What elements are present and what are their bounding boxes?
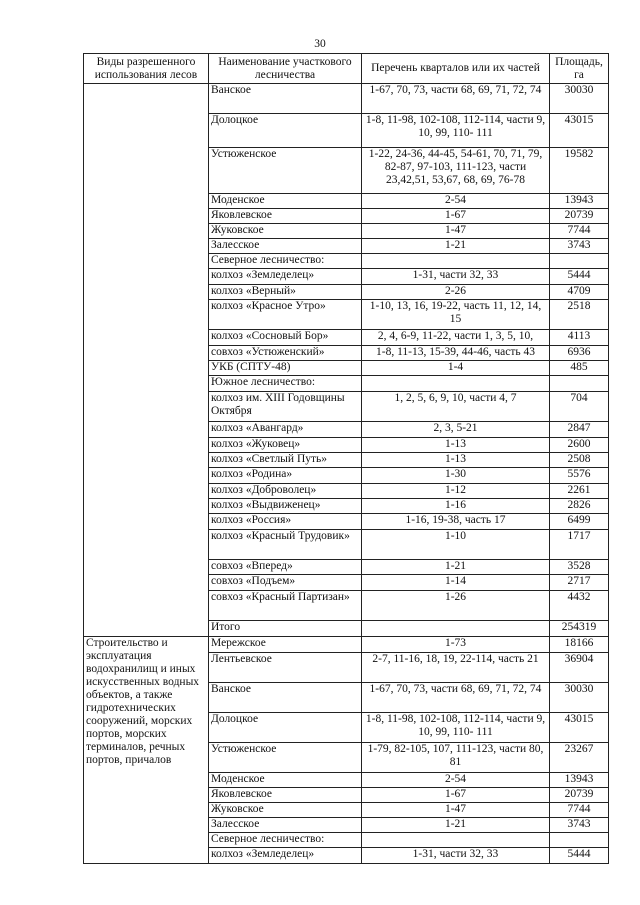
quarters-cell: 1-47 [362, 803, 550, 818]
district-cell: Моденское [209, 194, 362, 209]
district-cell: Яковлевское [209, 788, 362, 803]
quarters-cell: 2, 3, 5-21 [362, 422, 550, 438]
district-cell: колхоз «Доброволец» [209, 484, 362, 499]
area-cell: 43015 [550, 713, 609, 743]
area-cell: 19582 [550, 148, 609, 194]
area-cell: 2826 [550, 499, 609, 514]
area-cell: 30030 [550, 84, 609, 114]
area-cell: 704 [550, 392, 609, 422]
area-cell: 5444 [550, 269, 609, 285]
district-cell: Жуковское [209, 224, 362, 239]
district-cell: Залесское [209, 239, 362, 254]
area-cell: 13943 [550, 773, 609, 788]
district-cell: колхоз «Родина» [209, 468, 362, 484]
quarters-cell: 1-26 [362, 591, 550, 621]
quarters-cell: 1-31, части 32, 33 [362, 848, 550, 864]
district-cell: совхоз «Устюженский» [209, 346, 362, 361]
quarters-cell: 2-26 [362, 285, 550, 300]
quarters-cell: 1-22, 24-36, 44-45, 54-61, 70, 71, 79, 82-87, 97-103, 111-123, части 23,42,51, 53,67, 68, 69, 76-78 [362, 148, 550, 194]
area-cell: 2508 [550, 453, 609, 468]
district-cell: Ванское [209, 84, 362, 114]
quarters-cell [362, 833, 550, 848]
quarters-cell: 1-8, 11-13, 15-39, 44-46, часть 43 [362, 346, 550, 361]
quarters-cell: 2-54 [362, 773, 550, 788]
district-cell: колхоз «Авангард» [209, 422, 362, 438]
table-header-row [84, 54, 609, 84]
district-cell: колхоз «Россия» [209, 514, 362, 530]
forest-use-table [83, 53, 609, 864]
quarters-cell: 1-79, 82-105, 107, 111-123, части 80, 81 [362, 743, 550, 773]
quarters-cell: 1-67 [362, 209, 550, 224]
area-cell: 20739 [550, 209, 609, 224]
quarters-cell: 1-13 [362, 453, 550, 468]
quarters-cell: 1-16 [362, 499, 550, 514]
area-cell: 7744 [550, 224, 609, 239]
area-cell: 1717 [550, 530, 609, 560]
quarters-cell [362, 254, 550, 269]
district-cell: Жуковское [209, 803, 362, 818]
district-cell: Южное лесничество: [209, 376, 362, 392]
area-cell: 4432 [550, 591, 609, 621]
district-cell: совхоз «Красный Партизан» [209, 591, 362, 621]
area-cell: 485 [550, 361, 609, 376]
quarters-cell: 2, 4, 6-9, 11-22, части 1, 3, 5, 10, [362, 330, 550, 346]
quarters-cell [362, 376, 550, 392]
area-cell: 20739 [550, 788, 609, 803]
district-cell: Ванское [209, 683, 362, 713]
area-cell: 7744 [550, 803, 609, 818]
quarters-cell: 1-67 [362, 788, 550, 803]
quarters-cell: 1-4 [362, 361, 550, 376]
quarters-cell: 1-30 [362, 468, 550, 484]
district-cell: совхоз «Вперед» [209, 560, 362, 575]
quarters-cell: 1-12 [362, 484, 550, 499]
table-row [84, 637, 609, 653]
district-cell: колхоз «Красное Утро» [209, 300, 362, 330]
area-cell: 2600 [550, 438, 609, 453]
quarters-cell [362, 621, 550, 637]
quarters-cell: 1-10 [362, 530, 550, 560]
district-cell: колхоз «Земледелец» [209, 848, 362, 864]
district-cell: совхоз «Подъем» [209, 575, 362, 591]
area-cell: 5576 [550, 468, 609, 484]
area-cell: 4113 [550, 330, 609, 346]
district-cell: колхоз «Красный Трудовик» [209, 530, 362, 560]
district-cell: колхоз «Выдвиженец» [209, 499, 362, 514]
district-cell: колхоз «Земледелец» [209, 269, 362, 285]
quarters-cell: 1-73 [362, 637, 550, 653]
area-cell: 254319 [550, 621, 609, 637]
area-cell: 13943 [550, 194, 609, 209]
quarters-cell: 1-13 [362, 438, 550, 453]
quarters-cell: 1-67, 70, 73, части 68, 69, 71, 72, 74 [362, 84, 550, 114]
district-cell: колхоз «Светлый Путь» [209, 453, 362, 468]
area-cell: 2261 [550, 484, 609, 499]
area-cell [550, 254, 609, 269]
quarters-cell: 1, 2, 5, 6, 9, 10, части 4, 7 [362, 392, 550, 422]
area-cell: 30030 [550, 683, 609, 713]
use-type-cell [84, 84, 209, 637]
quarters-cell: 1-16, 19-38, часть 17 [362, 514, 550, 530]
use-type-cell: Строительство и эксплуатация водохранилищ и иных искусственных водных объектов, а также гидротехнических сооружений, морских портов, морских терминалов, речных портов, причалов [84, 637, 209, 864]
district-cell: Моденское [209, 773, 362, 788]
quarters-cell: 1-21 [362, 818, 550, 833]
area-cell: 3528 [550, 560, 609, 575]
quarters-cell: 1-8, 11-98, 102-108, 112-114, части 9, 10, 99, 110- 111 [362, 114, 550, 148]
area-cell: 36904 [550, 653, 609, 683]
header-quarters: Перечень кварталов или их частей [362, 54, 550, 84]
area-cell: 2847 [550, 422, 609, 438]
area-cell: 2717 [550, 575, 609, 591]
district-cell: колхоз им. XIII Годовщины Октября [209, 392, 362, 422]
district-cell: УКБ (СПТУ-48) [209, 361, 362, 376]
district-cell: Северное лесничество: [209, 254, 362, 269]
district-cell: Залесское [209, 818, 362, 833]
area-cell [550, 376, 609, 392]
district-cell: Мережское [209, 637, 362, 653]
district-cell: Долоцкое [209, 713, 362, 743]
page-number: 30 [314, 38, 326, 50]
area-cell: 43015 [550, 114, 609, 148]
header-use-type: Виды разрешенного использования лесов [84, 54, 209, 84]
area-cell: 3743 [550, 818, 609, 833]
area-cell: 6499 [550, 514, 609, 530]
district-cell: колхоз «Верный» [209, 285, 362, 300]
quarters-cell: 1-14 [362, 575, 550, 591]
table-row [84, 84, 609, 114]
quarters-cell: 2-7, 11-16, 18, 19, 22-114, часть 21 [362, 653, 550, 683]
area-cell: 5444 [550, 848, 609, 864]
district-cell: колхоз «Сосновый Бор» [209, 330, 362, 346]
quarters-cell: 1-31, части 32, 33 [362, 269, 550, 285]
area-cell: 4709 [550, 285, 609, 300]
area-cell: 18166 [550, 637, 609, 653]
quarters-cell: 1-10, 13, 16, 19-22, часть 11, 12, 14, 15 [362, 300, 550, 330]
district-cell: Устюженское [209, 743, 362, 773]
quarters-cell: 1-67, 70, 73, части 68, 69, 71, 72, 74 [362, 683, 550, 713]
area-cell: 2518 [550, 300, 609, 330]
quarters-cell: 1-21 [362, 560, 550, 575]
quarters-cell: 1-47 [362, 224, 550, 239]
quarters-cell: 1-21 [362, 239, 550, 254]
area-cell [550, 833, 609, 848]
header-district: Наименование участкового лесничества [209, 54, 362, 84]
district-cell: колхоз «Жуковец» [209, 438, 362, 453]
area-cell: 23267 [550, 743, 609, 773]
header-area: Площадь, га [550, 54, 609, 84]
area-cell: 3743 [550, 239, 609, 254]
quarters-cell: 1-8, 11-98, 102-108, 112-114, части 9, 10, 99, 110- 111 [362, 713, 550, 743]
district-cell: Северное лесничество: [209, 833, 362, 848]
area-cell: 6936 [550, 346, 609, 361]
district-cell: Яковлевское [209, 209, 362, 224]
district-cell: Устюженское [209, 148, 362, 194]
table-body [84, 84, 609, 864]
quarters-cell: 2-54 [362, 194, 550, 209]
district-cell: Итого [209, 621, 362, 637]
district-cell: Долоцкое [209, 114, 362, 148]
district-cell: Лентьевское [209, 653, 362, 683]
